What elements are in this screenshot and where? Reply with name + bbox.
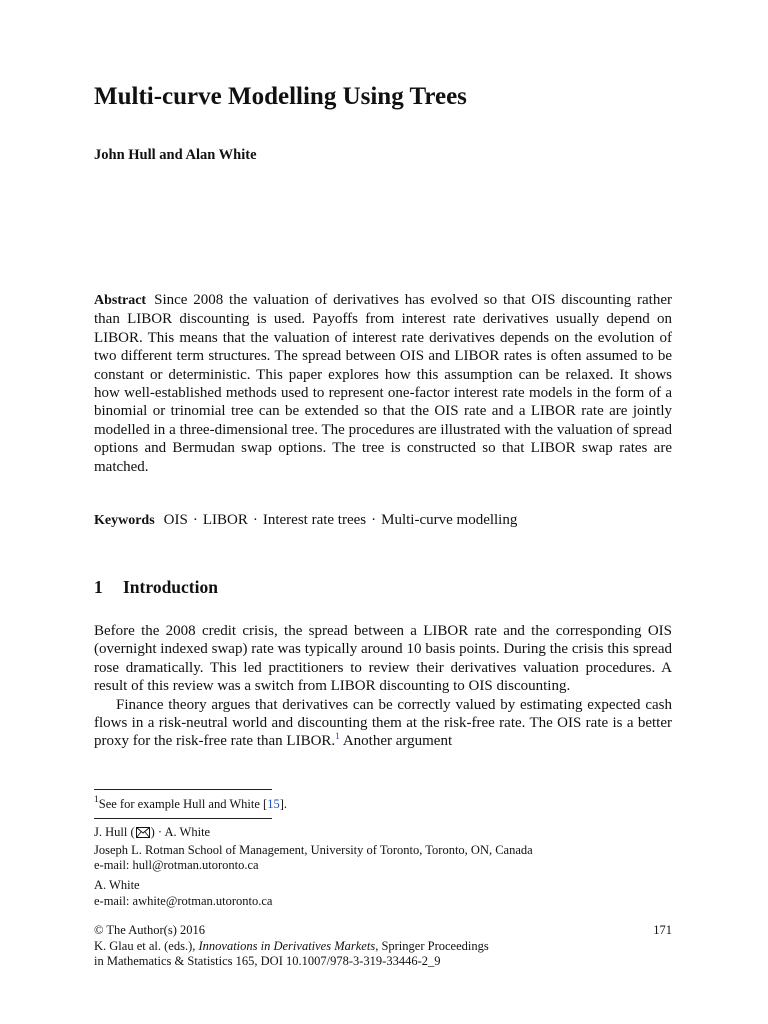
author-line: John Hull and Alan White	[94, 147, 257, 163]
affiliation-divider	[94, 818, 272, 819]
colophon	[94, 923, 672, 970]
abstract	[94, 291, 672, 476]
paragraph-text: Finance theory argues that derivatives can be correctly valued by estimating expected cash flows in a risk-neutral world and discounting them at the risk-free rate. The OIS rate is a better proxy for the risk-free rate than LIBOR.	[94, 696, 672, 750]
section-number: 1	[94, 577, 103, 597]
keyword-separator: ·	[252, 512, 258, 528]
citation-line	[94, 939, 672, 955]
author-name: J. Hull (	[94, 825, 135, 839]
introduction-body	[94, 622, 672, 751]
doi-line: in Mathematics & Statistics 165, DOI 10.1007/978-3-319-33446-2_9	[94, 954, 441, 968]
footnote-reference[interactable]: 1	[335, 732, 340, 743]
coauthor-name: ) · A. White	[150, 825, 211, 839]
author-contact-line	[94, 825, 533, 843]
copyright-line: © The Author(s) 2016	[94, 923, 205, 937]
affiliation-block	[94, 878, 272, 909]
author-name: A. White	[94, 878, 140, 892]
institution: Joseph L. Rotman School of Management, University of Toronto, Toronto, ON, Canada	[94, 842, 533, 857]
paragraph-text: Another argument	[339, 733, 453, 750]
section-heading	[94, 576, 218, 598]
footnote-mark: 1	[94, 795, 99, 805]
abstract-text: Since 2008 the valuation of derivatives has evolved so that OIS discounting rather than LIBOR discounting is used. Payoffs from interest rate derivatives usually depend on LIBOR. This means that the valuation of interest rate derivatives depends on the evolution of two different term structures. The spread between OIS and LIBOR rates is often assumed to be constant or deterministic. This paper explores how this assumption can be relaxed. It shows how well-established methods used to represent one-factor interest rate models in the form of a binomial or trinomial tree can be extended so that the OIS rate and a LIBOR rate are jointly modelled in a three-dimensional tree. The procedures are illustrated with the valuation of spread options and Bermudan swap options. The tree is constructed so that LIBOR swap rates are matched.	[94, 292, 672, 475]
footnote-text-end: ].	[279, 797, 288, 811]
footnote-text: See for example Hull and White [	[98, 797, 268, 811]
keyword-separator: ·	[371, 512, 377, 528]
paragraph: Before the 2008 credit crisis, the spread between a LIBOR rate and the corresponding OIS (overnight indexed swap) rate was typically around 10 basis points. During the crisis this spread rose dramatically. This led practitioners to review their derivatives valuation procedures. A result of this review was a switch from LIBOR discounting to OIS discounting.	[94, 623, 672, 695]
paper-title: Multi-curve Modelling Using Trees	[94, 83, 467, 110]
page-number: 171	[653, 923, 672, 937]
paragraph	[94, 696, 672, 751]
editors: K. Glau et al. (eds.),	[94, 938, 199, 953]
footnote	[94, 797, 287, 812]
keywords-label: Keywords	[94, 513, 155, 528]
keyword-item: Multi-curve modelling	[381, 512, 518, 528]
keyword-separator: ·	[192, 512, 198, 528]
keyword-item: LIBOR	[202, 512, 248, 528]
series: , Springer Proceedings	[375, 938, 489, 953]
affiliation-block	[94, 825, 533, 874]
email: e-mail: awhite@rotman.utoronto.ca	[94, 893, 273, 908]
keywords	[94, 511, 672, 530]
citation-link[interactable]: 15	[267, 797, 280, 811]
email: e-mail: hull@rotman.utoronto.ca	[94, 858, 259, 872]
footnote-divider	[94, 789, 272, 790]
section-title: Introduction	[123, 577, 218, 597]
abstract-label: Abstract	[94, 293, 147, 308]
book-title: Innovations in Derivatives Markets	[198, 938, 376, 953]
envelope-icon	[136, 827, 150, 843]
keyword-item: Interest rate trees	[262, 512, 367, 528]
keyword-item: OIS	[163, 512, 188, 528]
